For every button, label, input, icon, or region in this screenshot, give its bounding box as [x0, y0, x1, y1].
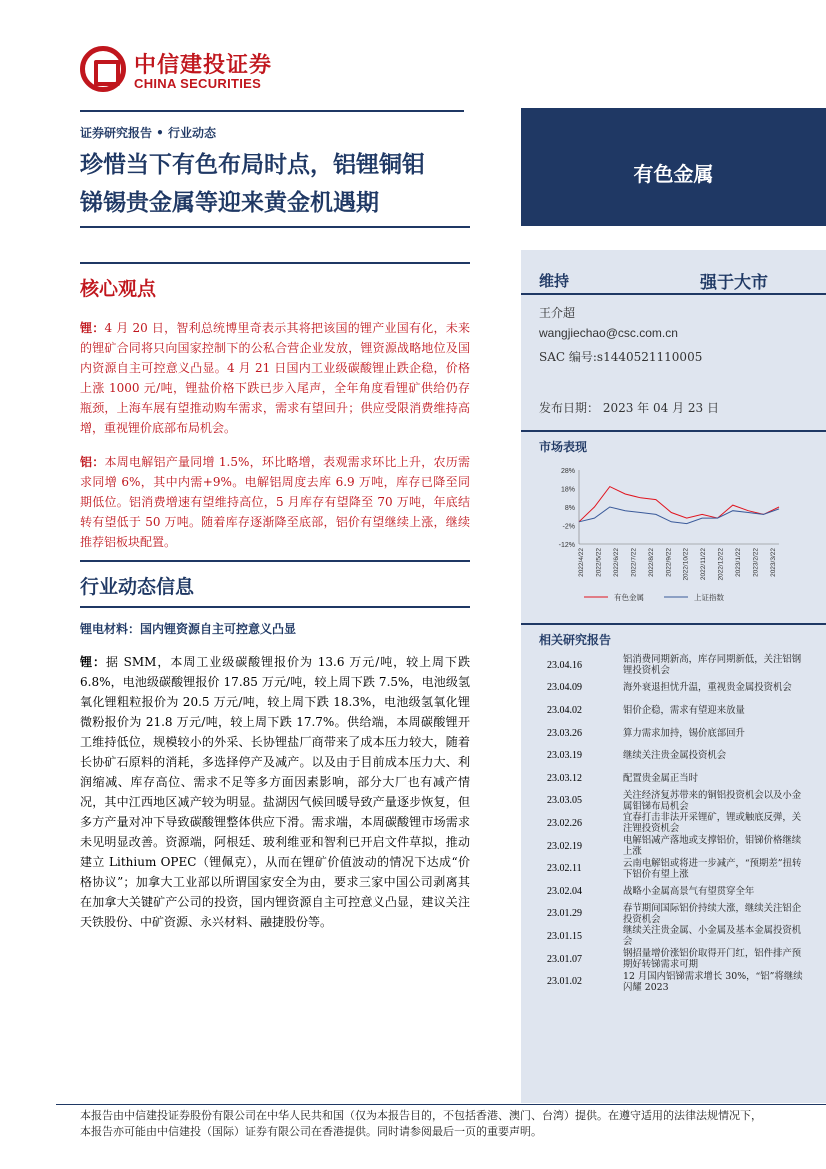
core-view-heading: 核心观点	[80, 278, 157, 300]
paragraph-text: 4 月 20 日，智利总统博里奇表示其将把该国的锂产业国有化，未来的锂矿合同将只向国家控制下的公私合营企业发放，锂资源战略地位及国内资源自主可控意义凸显。4 月 21 日国内工业级碳酸锂止跌企稳，价格上涨 1000 元/吨，锂盐价格下跌已步入尾声，全年角度看锂矿供给仍存瓶颈，上海车展有望推动购车需求，需求有望回升；供应受限消费维持高增，重视锂价底部布局机会。	[80, 321, 470, 435]
analyst-sac: SAC 编号:s1440521110005	[539, 350, 703, 364]
related-report-date: 23.03.26	[547, 727, 582, 739]
related-report-item[interactable]	[539, 970, 809, 993]
related-report-title: 战略小金属高景气有望贯穿全年	[623, 885, 755, 897]
related-report-date: 23.03.05	[547, 795, 582, 807]
core-paragraph-lithium	[80, 318, 470, 438]
related-report-date: 23.02.04	[547, 885, 582, 897]
chart-divider	[521, 430, 826, 432]
y-tick-label: -2%	[562, 523, 575, 531]
paragraph-text: 本周电解铝产量同增 1.5%，环比略增，表观需求环比上升，农历需求同增 6%，其中内需+9%。电解铝周度去库 6.9 万吨，库存已降至同期低位。铝消费增速有望维持高位，5 月库存有望降至 70 万吨，年底结转有望低于 50 万吨。随着库存逐渐降至底部，铝价有望继续上涨，继续推荐铝板块配置。	[80, 455, 470, 549]
disclaimer-footer	[80, 1108, 820, 1140]
x-tick-label: 2023/3/22	[770, 548, 777, 577]
header-divider	[80, 110, 464, 112]
series-line-nonferrous	[579, 487, 779, 522]
paragraph-lead: 锂：	[80, 655, 106, 669]
related-report-date: 23.03.19	[547, 750, 582, 762]
related-report-date: 23.03.12	[547, 772, 582, 784]
x-tick-label: 2022/11/22	[700, 548, 708, 581]
news-subheading: 锂电材料：国内锂资源自主可控意义凸显	[80, 622, 297, 636]
related-report-date: 23.04.02	[547, 704, 582, 716]
paragraph-text: 据 SMM，本周工业级碳酸锂报价为 13.6 万元/吨，较上周下跌 6.8%，电池级碳酸锂报价 17.85 万元/吨，较上周下跌 7.5%，电池级氢氧化锂粗粒报价为 20.5 万元/吨，较上周下跌 18.3%，电池级氢氧化锂微粉报价为 21.8 万元/吨，较上周下跌 17.7%。供给端，本周碳酸锂开工维持低位，规模较小的外采、长协锂盐厂商带来了成本压力较大，随着长协矿石原料的消耗，多选择停产及减产。以及由于目前成本压力大、利润缩减、库存高位、需求不足等多方面因素影响，部分大厂也有减产情况，其中江西地区减产较为明显。盐湖因气候回暖导致产量逐步恢复，但多方产量对冲下导致碳酸锂整体供应下滑。需求端，本周碳酸锂市场需求未见明显改善。资源端，阿根廷、玻利维亚和智利已开启文件草拟，推动建立 Lithium OPEC（锂佩克），从而在锂矿价值波动的情况下达成“价格协议”；加拿大工业部以所谓国家安全为由，要求三家中国公司剥离其在加拿大关键矿产公司的投资，国内锂资源自主可控意义凸显，建议关注天铁股份、中矿资源、永兴材料、融捷股份等。	[80, 655, 470, 929]
logo-mark-icon	[80, 46, 126, 92]
related-report-item[interactable]	[539, 812, 809, 835]
related-report-item[interactable]	[539, 835, 809, 858]
paragraph-lead: 铝：	[80, 455, 105, 469]
related-report-date: 23.01.07	[547, 953, 582, 965]
disclaimer-line1: 本报告由中信建投证券股份有限公司在中华人民共和国（仅为本报告目的，不包括香港、澳门、台湾）提供。在遵守适用的法律法规情况下，	[80, 1109, 762, 1122]
related-report-title: 海外衰退担忧升温，重视贵金属投资机会	[623, 682, 792, 694]
related-report-title: 配置贵金属正当时	[623, 772, 699, 784]
legend-label: 有色金属	[614, 593, 644, 602]
related-report-item[interactable]	[539, 654, 809, 677]
related-report-item[interactable]	[539, 744, 809, 767]
related-report-date: 23.02.19	[547, 840, 582, 852]
x-tick-label: 2023/2/22	[752, 548, 760, 577]
related-report-date: 23.01.02	[547, 976, 582, 988]
related-report-title: 铝消费同期新高，库存同期新低，关注铝钢锂投资机会	[623, 654, 802, 677]
y-tick-label: 8%	[564, 505, 575, 512]
news-divider	[80, 560, 470, 562]
related-report-title: 继续关注贵金属投资机会	[623, 750, 727, 762]
related-report-date: 23.01.15	[547, 930, 582, 942]
y-tick-label: 18%	[560, 486, 575, 494]
x-tick-label: 2022/10/22	[682, 548, 690, 581]
related-report-date: 23.01.29	[547, 908, 582, 920]
core-divider	[80, 262, 470, 264]
disclaimer-line2: 本报告亦可能由中信建投（国际）证券有限公司在香港提供。同时请参阅最后一页的重要声明。	[80, 1125, 542, 1138]
related-report-item[interactable]	[539, 880, 809, 903]
related-report-item[interactable]	[539, 790, 809, 813]
company-logo	[80, 46, 310, 98]
paragraph-lead: 锂：	[80, 321, 105, 335]
news-underline	[80, 606, 470, 608]
title-underline	[80, 226, 470, 228]
related-report-date: 23.02.26	[547, 817, 582, 829]
related-list	[539, 654, 809, 993]
sector-banner	[521, 108, 826, 226]
logo-name-cn: 中信建投证券	[134, 53, 273, 78]
x-tick-label: 2022/9/22	[665, 548, 673, 577]
industry-news-heading: 行业动态信息	[80, 576, 195, 598]
rating-divider	[521, 293, 826, 295]
news-paragraph-lithium	[80, 652, 470, 932]
related-report-title: 电解铝减产落地或支撑铝价，钼锑价格继续上涨	[623, 835, 802, 858]
related-report-title: 12 月国内铝锑需求增长 30%，“铝”将继续闪耀 2023	[623, 970, 803, 993]
related-report-title: 春节期间国际铝价持续大涨，继续关注铝企投资机会	[623, 902, 802, 925]
related-report-date: 23.04.09	[547, 682, 582, 694]
legend-label: 上证指数	[694, 593, 724, 602]
related-report-date: 23.02.11	[547, 863, 582, 875]
rating-label: 维持	[539, 272, 570, 290]
related-report-item[interactable]	[539, 903, 809, 926]
related-report-item[interactable]	[539, 857, 809, 880]
x-tick-label: 2022/6/22	[612, 548, 620, 577]
x-tick-label: 2022/8/22	[647, 548, 655, 577]
market-chart-svg	[539, 460, 789, 610]
related-report-title: 继续关注贵金属、小金属及基本金属投资机会	[623, 925, 802, 948]
footer-divider	[56, 1104, 826, 1105]
logo-name-en: CHINA SECURITIES	[134, 76, 262, 91]
rating-value: 强于大市	[700, 273, 768, 293]
related-report-item[interactable]	[539, 677, 809, 700]
related-report-item[interactable]	[539, 722, 809, 745]
related-report-item[interactable]	[539, 767, 809, 790]
related-report-title: 关注经济复苏带来的铜铝投资机会以及小金属钼锑布局机会	[623, 789, 802, 812]
sector-name: 有色金属	[633, 162, 714, 186]
related-report-item[interactable]	[539, 948, 809, 971]
chart-heading: 市场表现	[539, 440, 588, 454]
market-chart	[539, 460, 789, 610]
x-tick-label: 2023/1/22	[735, 548, 743, 577]
publish-date: 发布日期： 2023 年 04 月 23 日	[539, 401, 719, 415]
report-title-line2: 锑锡贵金属等迎来黄金机遇期	[80, 190, 379, 216]
related-report-title: 算力需求加持，锡价底部回升	[623, 727, 745, 739]
y-tick-label: -12%	[558, 542, 575, 549]
related-report-item[interactable]	[539, 925, 809, 948]
related-report-title: 宜春打击非法开采锂矿，锂或触底反弹，关注锂投资机会	[623, 812, 802, 835]
analyst-email: wangjiechao@csc.com.cn	[539, 326, 678, 340]
related-report-title: 钼价企稳，需求有望迎来放量	[623, 704, 745, 716]
related-divider	[521, 623, 826, 625]
x-tick-label: 2022/5/22	[595, 548, 603, 577]
related-report-date: 23.04.16	[547, 659, 582, 671]
x-tick-label: 2022/7/22	[630, 548, 638, 577]
analyst-name: 王介超	[539, 306, 576, 320]
related-heading: 相关研究报告	[539, 633, 612, 647]
related-report-title: 钢招量增价涨铝价取得开门红，铝件排产预期好转锑需求可期	[623, 948, 802, 971]
report-title	[80, 146, 520, 222]
report-type: 证券研究报告 • 行业动态	[80, 126, 217, 140]
x-tick-label: 2022/12/22	[717, 548, 725, 581]
related-report-item[interactable]	[539, 699, 809, 722]
report-title-line1: 珍惜当下有色布局时点，铝锂铜钼	[80, 152, 425, 178]
y-tick-label: 28%	[560, 468, 575, 475]
x-tick-label: 2022/4/22	[578, 548, 585, 577]
related-report-title: 云南电解铝或将进一步减产，“预期差”扭转下铝价有望上涨	[623, 857, 802, 880]
core-paragraph-aluminum	[80, 452, 470, 552]
